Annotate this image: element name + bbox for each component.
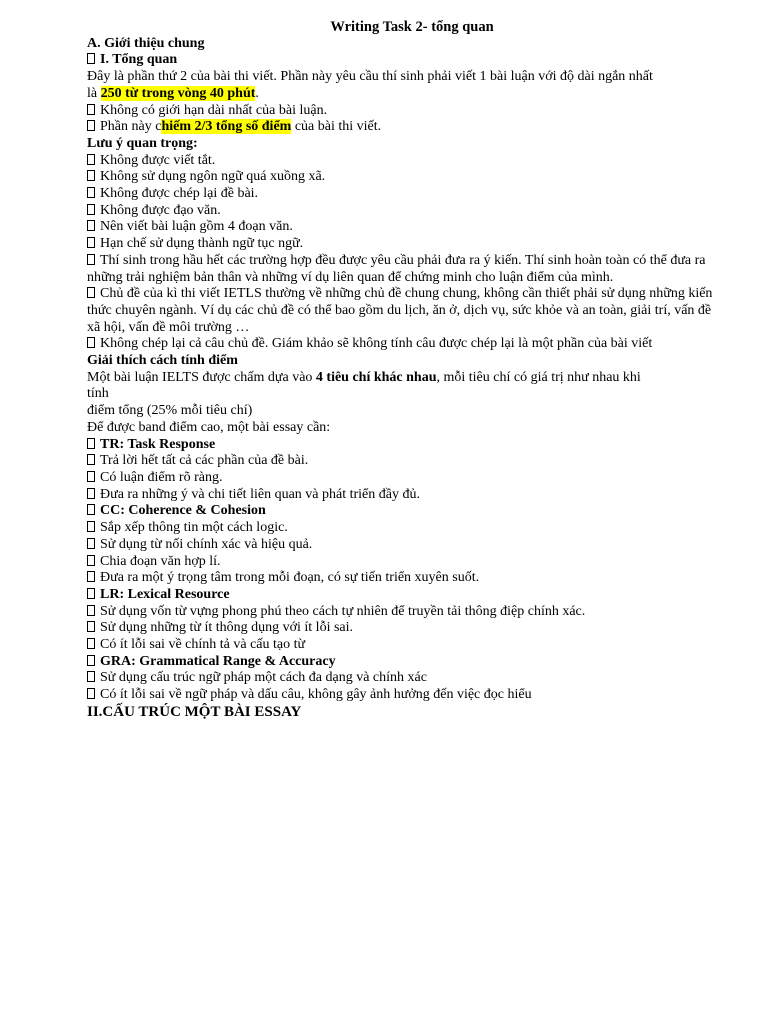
list-item bbox=[87, 620, 717, 637]
list-item bbox=[87, 103, 717, 120]
checkbox-icon bbox=[87, 605, 95, 616]
scoring-heading: Giải thích cách tính điểm bbox=[87, 353, 238, 369]
checkbox-icon bbox=[87, 187, 95, 198]
checkbox-icon bbox=[87, 588, 95, 599]
checkbox-icon bbox=[87, 621, 95, 632]
checkbox-icon bbox=[87, 638, 95, 649]
list-item bbox=[87, 336, 717, 353]
list-item-text: Có ít lỗi sai về chính tả và cấu tạo từ bbox=[100, 637, 306, 653]
list-item-text: Chủ đề của kì thi viết IETLS thường về những chủ đề chung chung, không cần thiết phải sử dụng những kiến thức chuyên ngành. Ví dụ các chủ đề có thể bao gồm du lịch, ăn ở, dịch vụ, sức khỏe và an toàn, giải trí, vấn đề xã hội, vấn đề môi trường … bbox=[87, 286, 713, 335]
list-item bbox=[87, 236, 717, 253]
list-item bbox=[87, 637, 717, 654]
criterion-heading-tr bbox=[87, 437, 717, 454]
page-title: Writing Task 2- tổng quan bbox=[330, 19, 494, 35]
list-item bbox=[87, 186, 717, 203]
list-item-text: Thí sinh trong hầu hết các trường hợp đều được yêu cầu phải đưa ra ý kiến. Thí sinh hoàn toàn có thể đưa ra những trải nghiệm bản thân và những ví dụ liên quan để chứng minh cho luận điểm của mình. bbox=[87, 252, 706, 285]
document-body bbox=[87, 19, 717, 721]
checkbox-icon bbox=[87, 488, 95, 499]
list-item-text: Không chép lại cả câu chủ đề. Giám khảo sẽ không tính câu được chép lại là một phần của bài viết bbox=[100, 336, 653, 352]
list-item-text: Đưa ra những ý và chi tiết liên quan và phát triển đầy đủ. bbox=[100, 486, 420, 502]
list-item bbox=[87, 119, 717, 136]
list-item-text: Trả lời hết tất cả các phần của đề bài. bbox=[100, 453, 309, 469]
intro-line-1: Đây là phần thứ 2 của bài thi viết. Phần này yêu cầu thí sinh phải viết 1 bài luận với độ dài ngắn nhất bbox=[87, 69, 653, 85]
criterion-name: GRA: Grammatical Range & Accuracy bbox=[100, 653, 336, 669]
list-item bbox=[87, 286, 717, 336]
list-item bbox=[87, 153, 717, 170]
list-item bbox=[87, 687, 717, 704]
list-item-text: Sử dụng vốn từ vựng phong phú theo cách tự nhiên để truyền tải thông điệp chính xác. bbox=[100, 603, 586, 619]
checkbox-icon bbox=[87, 120, 95, 131]
checkbox-icon bbox=[87, 220, 95, 231]
criterion-name: TR: Task Response bbox=[100, 436, 216, 452]
list-item-text: Chia đoạn văn hợp lí. bbox=[100, 553, 221, 569]
list-item-text: Không được chép lại đề bài. bbox=[100, 186, 259, 202]
list-item-text: Sử dụng những từ ít thông dụng với ít lỗi sai. bbox=[100, 620, 354, 636]
notes-heading: Lưu ý quan trọng: bbox=[87, 135, 198, 151]
section-ii-heading: II.CẤU TRÚC MỘT BÀI ESSAY bbox=[87, 703, 302, 720]
list-item-text: Sử dụng từ nối chính xác và hiệu quả. bbox=[100, 536, 313, 552]
list-item-text: Không được đạo văn. bbox=[100, 202, 221, 218]
list-item-text: Không được viết tắt. bbox=[100, 152, 216, 168]
list-item-text: Đưa ra một ý trọng tâm trong mỗi đoạn, có sự tiến triển xuyên suốt. bbox=[100, 570, 480, 586]
scoring-text: Một bài luận IELTS được chấm dựa vào bbox=[87, 369, 316, 385]
checkbox-icon bbox=[87, 438, 95, 449]
list-item bbox=[87, 520, 717, 537]
list-item bbox=[87, 670, 717, 687]
checkbox-icon bbox=[87, 53, 95, 64]
highlight-score-weight: hiếm 2/3 tổng số điểm bbox=[161, 119, 292, 135]
sub-heading-overview bbox=[87, 52, 717, 69]
list-item-text: Không sử dụng ngôn ngữ quá xuồng xã. bbox=[100, 169, 326, 185]
checkbox-icon bbox=[87, 170, 95, 181]
checkbox-icon bbox=[87, 688, 95, 699]
criterion-heading-lr bbox=[87, 587, 717, 604]
criterion-name: LR: Lexical Resource bbox=[100, 586, 230, 602]
list-item bbox=[87, 487, 717, 504]
list-item-text: Có luận điểm rõ ràng. bbox=[100, 469, 223, 485]
highlight-word-limit: 250 từ trong vòng 40 phút bbox=[100, 85, 256, 101]
list-item bbox=[87, 203, 717, 220]
list-item bbox=[87, 253, 717, 286]
intro-text: . bbox=[255, 85, 259, 101]
scoring-line-3: điểm tổng (25% mỗi tiêu chí) bbox=[87, 403, 253, 419]
intro-line-2 bbox=[87, 86, 717, 103]
list-item-text: Nên viết bài luận gồm 4 đoạn văn. bbox=[100, 219, 293, 235]
checkbox-icon bbox=[87, 471, 95, 482]
list-item bbox=[87, 537, 717, 554]
checkbox-icon bbox=[87, 454, 95, 465]
criterion-name: CC: Coherence & Cohesion bbox=[100, 503, 266, 519]
checkbox-icon bbox=[87, 538, 95, 549]
checkbox-icon bbox=[87, 287, 95, 298]
checkbox-icon bbox=[87, 154, 95, 165]
list-item bbox=[87, 470, 717, 487]
checkbox-icon bbox=[87, 655, 95, 666]
intro-text: là bbox=[87, 85, 101, 101]
scoring-bold: 4 tiêu chí khác nhau bbox=[315, 369, 437, 385]
list-item-text: Phần này c bbox=[100, 119, 162, 135]
checkbox-icon bbox=[87, 555, 95, 566]
checkbox-icon bbox=[87, 104, 95, 115]
scoring-line-1 bbox=[87, 370, 717, 387]
checkbox-icon bbox=[87, 504, 95, 515]
list-item-text: của bài thi viết. bbox=[291, 119, 382, 135]
checkbox-icon bbox=[87, 571, 95, 582]
list-item-text: Có ít lỗi sai về ngữ pháp và dấu câu, không gây ảnh hưởng đến việc đọc hiểu bbox=[100, 687, 532, 703]
scoring-line-2: tính bbox=[87, 386, 109, 402]
list-item bbox=[87, 219, 717, 236]
section-a-heading: A. Giới thiệu chung bbox=[87, 35, 205, 51]
scoring-text: , mỗi tiêu chí có giá trị như nhau khi bbox=[436, 369, 641, 385]
list-item-text: Sử dụng cấu trúc ngữ pháp một cách đa dạng và chính xác bbox=[100, 670, 427, 686]
scoring-line-4: Để được band điểm cao, một bài essay cần: bbox=[87, 419, 331, 435]
checkbox-icon bbox=[87, 337, 95, 348]
criterion-heading-gra bbox=[87, 654, 717, 671]
list-item-text: Không có giới hạn dài nhất của bài luận. bbox=[100, 102, 328, 118]
list-item-text: Hạn chế sử dụng thành ngữ tục ngữ. bbox=[100, 236, 304, 252]
criterion-heading-cc bbox=[87, 503, 717, 520]
list-item bbox=[87, 169, 717, 186]
checkbox-icon bbox=[87, 204, 95, 215]
list-item bbox=[87, 570, 717, 587]
list-item bbox=[87, 554, 717, 571]
list-item bbox=[87, 604, 717, 621]
list-item bbox=[87, 453, 717, 470]
checkbox-icon bbox=[87, 521, 95, 532]
checkbox-icon bbox=[87, 237, 95, 248]
sub-heading-overview-label: I. Tổng quan bbox=[100, 52, 178, 68]
list-item-text: Sắp xếp thông tin một cách logic. bbox=[100, 520, 288, 536]
checkbox-icon bbox=[87, 671, 95, 682]
checkbox-icon bbox=[87, 254, 95, 265]
